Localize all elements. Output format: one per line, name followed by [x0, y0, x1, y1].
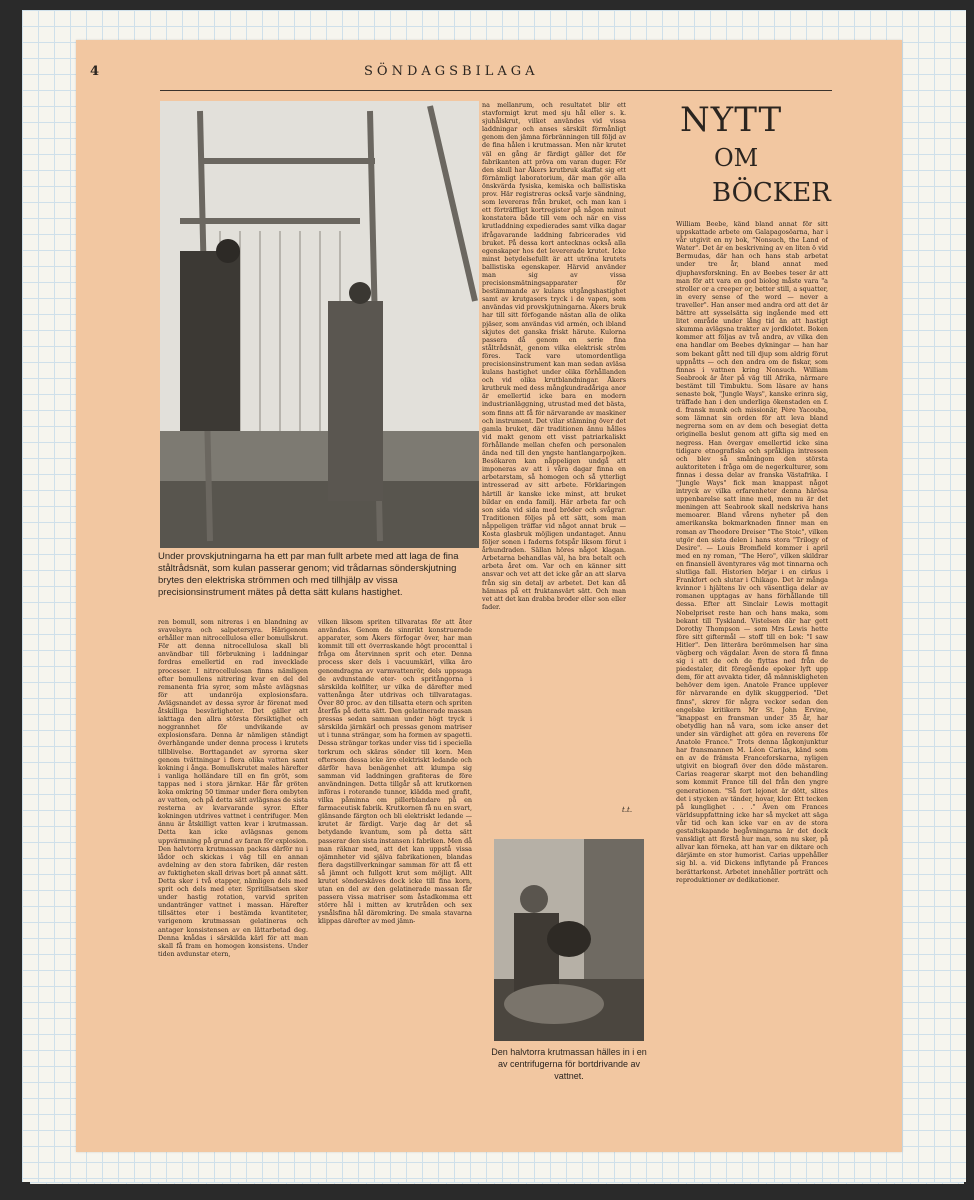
article-column-middle: vilken liksom spriten tillvaratas för att åter användas. Genom de sinnrikt konstruerade apparater, som Åkers förfogar över, har man kommit till ett överraskande högt procenttal i fråga om återvinnen sprit och eter. Denna process sker dels i vacuumkärl, vilka äro genomdragna av varmvattenrör, dels uppsuga de avdunstande eter- och spritångorna i särskilda kolfilter, ur vilka de därefter med vattenånga åter utdrivas och tillvaratagas. Över 80 proc. av den tillsatta etern och spriten återfås på detta sätt. Den gelatinerade massan pressas sedan samman under högt tryck i särskilda järnkärl och pressas genom matriser ut i tunna strängar, som ha formen av spagetti. Dessa strängar torkas under viss tid i speciella torkrum och skäras sönder till korn. Men eftersom dessa icke äro elektriskt ledande och därför hava benägenhet att klumpa sig samman vid laddningen grafiteras de före användningen. Detta tillgår så att krutkornen införas i roterande tunnor, klädda med grafit, vilka påminna om pillerblandare på en farmaceutisk fabrik. Krutkornen få nu en svart, glänsande färgton och bli elektriskt ledande — krutet är färdigt. Varje dag är det så betydande kvantum, som på detta sätt passerar den sista instansen i fabriken. Men då man räknar med, att det kan uppstå vissa ojämnheter vid själva fabrikationen, blandas flera dagstillverkningar samman för att få ett så jämnt och fullgott krut som möjligt. Allt krutet sönderskäves dock icke till fina korn, utan en del av den gelatinerade massan får passera vissa matriser som åstadkomma ett större hål i mitten av krutråden och sex ysnålsfina hål däromkring. De smala stavarna klippas därefter av med jämn- [318, 618, 472, 926]
photo-centrifuge-workers [494, 839, 644, 1041]
article-signature: t.t. [622, 806, 633, 814]
page-number: 4 [90, 64, 100, 79]
photo2-caption: Den halvtorra krutmassan hälles in i en av centrifugerna för bortdrivande av vattnet. [491, 1047, 647, 1081]
photo-illustration [160, 101, 479, 548]
books-heading-line2: OM [714, 144, 759, 172]
section-title: SÖNDAGSBILAGA [364, 64, 539, 79]
books-heading-line3: BÖCKER [712, 178, 831, 208]
header-rule [160, 90, 832, 91]
books-heading-line1: NYTT [680, 100, 783, 140]
article-column-left: ren bomull, som nitreras i en blandning av svavelsyra och salpetersyra. Härigenom erhåller man nitrocellulosa eller bomullskrut. För att denna nitrocellulosa skall bli användbar till förbrukning i laddningar fordras emellertid en rad invecklade processer. I nitrocellulosan finns nämligen efter bomullens nitrering kvar en del del remanenta fria syror, som måste avlägsnas för att undanröja explosionsfara. Avlägsnandet av dessa syror är förenat med åtskilliga besvärligheter. Det gäller att iakttaga den allra största försiktighet och noggrannhet för undvikande av explosionsfara. Denna är nämligen ständigt överhängande under denna process i krutets tillblivelse. Borttagandet av syrorna sker genom tvättningar i flera olika vatten samt kokning i ånga. Bomullskrutet males härefter i vanliga holländare till en fin gröt, som tappas ned i stora järnkar. Här får gröten koka omkring 50 timmar under flera ombyten av vatten, och på detta sätt avlägsnas de sista resterna av kvarvarande syror. Efter kokningen utdrives vattnet i centrifuger. Men ännu är åtskilligt vatten kvar i krutmassan. Detta kan icke avlägsnas genom uppvärmning på grund av faran för explosion. Den halvtorra krutmassan packas därför nu i lådor och skickas i väg till en annan avdelning av den stora fabriken, där resten av fuktigheten skall drivas bort på annat sätt. Detta sker i två etapper, nämligen dels med sprit och dels med eter. Spritillsatsen sker under hastig rotation, varvid spriten undantränger vattnet i massan. Härefter tillsättes eter i bestämda kvantiteter, varigenom krutmassan gelatineras och antager konsistensen av en lättarbetad deg. Denna knådas i särskilda kärl för att man skall få fram en homogen konsistens. Under tiden avdunstar etern, [158, 618, 308, 958]
photo1-caption: Under provskjutningarna ha ett par man fullt arbete med att laga de fina ståltrådsnät, som kulan passerar genom; vid trådarnas sönderskjutning brytes den elektriska strömmen och med tillhjälp av vissa precisionsinstrument mätes på detta sätt kulans hastighet. [158, 551, 459, 598]
photo-wire-frame-testing [160, 101, 479, 548]
photo2-illustration [494, 839, 644, 1041]
article-column-right: na mellanrum, och resultatet blir ett stavformigt krut med sju hål eller s. k. sjuhålskrut, vilket användes vid vissa laddningar och anses särskilt förmånligt genom den jämna förbränningen till följd av de fina hålen i krutmassan. Men när krutet väl en gång är färdigt gäller det för fabrikanten att pröva om varan duger. För den skull har Åkers krutbruk skaffat sig ett förnämligt laboratorium, där man gör alla önskvärda fysiska, kemiska och ballistiska prov. Här registreras också varje sändning, som levereras från bruket, och man kan i ett förträffligt kortregister på någon minut konstatera både till vem och när en viss krutladdning expedierades samt vilka dagar ifrågavarande laddning fabricerades vid bruket. På dessa kort antecknas också alla egenskaper hos det levererade krutet. Icke minst betydelsefullt är att utröna krutets ballistiska egenskaper. Härvid använder man sig av vissa precisionsmätningsapparater för bestämmande av kulans utgångshastighet samt av krutgasers tryck i de vapen, som användas vid provskjutningarna. Åkers bruk har till sitt förfogande nästan alla de olika pjäser, som användas vid armén, och ibland skjutes det ganska friskt härute. Kulorna passera då genom en serie fina ståltrådsnät, genom vilka elektrisk ström föres. Tack vare utomordentliga precisionsinstrument kan man sedan avläsa kulans hastighet under olika förhållanden och vid olika krutblandningar. Åkers krutbruk med dess mångkundradåriga anor är emellertid icke bara en modern industrianläggning, utrustad med det bästa, som finns att få för närvarande av maskiner och instrument. Det vilar stämning över det gamla bruket, där traditionen ännu hålles vid makt genom ett visst patriarkaliskt förhållande mellan chefen och personalen ända ned till den yngste hantlangarpojken. Besökaren kan nåppeligen undgå att imponeras av att i våra dagar finna en arbetarstam, så homogen och så ytterligt intresserad av sitt arbete. Förklaringen härtill är kanske icke minst, att bruket bildar en enda familj. Här arbeta far och son sida vid sida med bröder och svågrar. Traditionen följes på ett sätt, som man nåppeligen träffar vid något annat bruk — Kosta glasbruk möjligen undantaget. Annu följer sonen i faderns fotspår liksom förut i århundraden. Sällan höres något klagan. Arbetarna behandlas väl, ha bra betalt och arbeta året om. Var och en känner sitt ansvar och vet att det icke går an att slarva från sig sin detalj av arbetet. Det kan då hämnas på ett fruktansvärt sätt. Och man vet att det kan drabba broder eller son eller fader. [482, 101, 626, 611]
books-column-text: William Beebe, känd bland annat för sitt uppskattade arbete om Galapagosöarna, har i vår utgivit en ny bok, "Nonsuch, the Land of Water". Det är en beskrivning av en liten ö vid Bermudas, där han och hans stab arbetat under tre år, bland annat med djuphavsforskning. En av Beebes teser är att man för att vara en god biolog måste vara "a stroller or a creeper or, better still, a squatter, in every sense of the word — never a traveller". Han anser med andra ord att det är bättre att sysselsätta sig ingående med ett litet område under lång tid än att hastigt skumma avlägsna trakter av jordklotet. Boken kommer att följas av två andra, av vilka den ena handlar om Beebes dykningar — han har som bekant gått ned till djup som aldrig förut uppnåtts — och den andra om de fiskar, som finnas i vattnen kring Nonsuch. William Seabrook är åter på väg till Afrika, närmare bestämt till Timbuktu. Som läsare av hans senaste bok, "Jungle Ways", kanske erinra sig, träffade han i den underliga ökenstaden en f. d. fransk munk och missionär, Père Yacouba, som lämnat sin orden för att leva bland negrerna som en av dem och besegiat detta originella beslut genom att gifta sig med en negress. Han övergav emellertid icke sina tidigare etnografiska och språkliga intressen och blev så småningom den största auktoriteten i fråga om de negerkulturer, som finnas i dessa delar av franska Västafrika. I "Jungle Ways" fick man knappast något intryck av vilka erfarenheter denna härösa uppenbarelse satt inne med, men nu är det meningen att Seabrook skall nedskriva hans memoarer. Bland vårens nyheter på den amerikanska bokmarknaden finner man en roman av Theodore Dreiser "The Stoic", vilken utgör den sista delen i hans stora "Trilogy of Desire". — Louis Bromfield kommer i april med en ny roman, "The Hero", vilken skildrar en finansiell äventyrares väg mot tinnarna och slutliga fall. Historien börjar i en cirkus i Frankfort och slutar i Chikago. Det är många kvinnor i hjältens liv och väsentliga delar av romanen upptagas av hans förhållande till dessa. Efter att Sinclair Lewis mottagit Nobelpriset reste han och hans maka, som bekant till Tyskland. Vistelsen där har gett Dorothy Thompson — som Mrs Lewis hette före sitt giftermål — stoff till en bok: "I saw Hitler". Den litterära berömmelsen har sina vägberg och vägdalar. Även de stora få finna sig i att de och de flyttas ned från de piedestaler, dit föregående epoker lyft upp dem, för att avvakta tider, då människligheten behöver dem igen. Anatole France upplever för närvarande en dylik skuggperiod. "Det finns", skrev för några veckor sedan den engelske kritikern Mr St. John Ervine, "knappast en fransman under 35 år, har obetydlig han nå vara, som icke anser det under sin värdighet att göra en reverens för Anatole France." Trots denna lågkonjunktur har fransmannen M. Léon Carias, känd som en av de främsta Franceforskarna, nyligen utgivit en biografi över den döde mästaren. Carias reagerar skarpt mot den behandling som kommit France till del från den yngre generationen. "Så fort lejonet är dött, slites det i stycken av tänder, hovar, klor. Ett tecken på kunglighet . . ." Även om Frances världsuppfattning icke har så mycket att säga vår tid och kan icke var en av de stora gestaltskapande begåvningarna är det dock vanskligt att förstå hur man, som nu sker, på allvar kan förneka, att han var en diktare och därjämte en stor humorist. Carias uppehåller sig bl. a. vid Dickens inflytande på Frances berättarkonst. Arbetet innehåller porträtt och reproduktioner av dedikationer. [676, 220, 828, 884]
